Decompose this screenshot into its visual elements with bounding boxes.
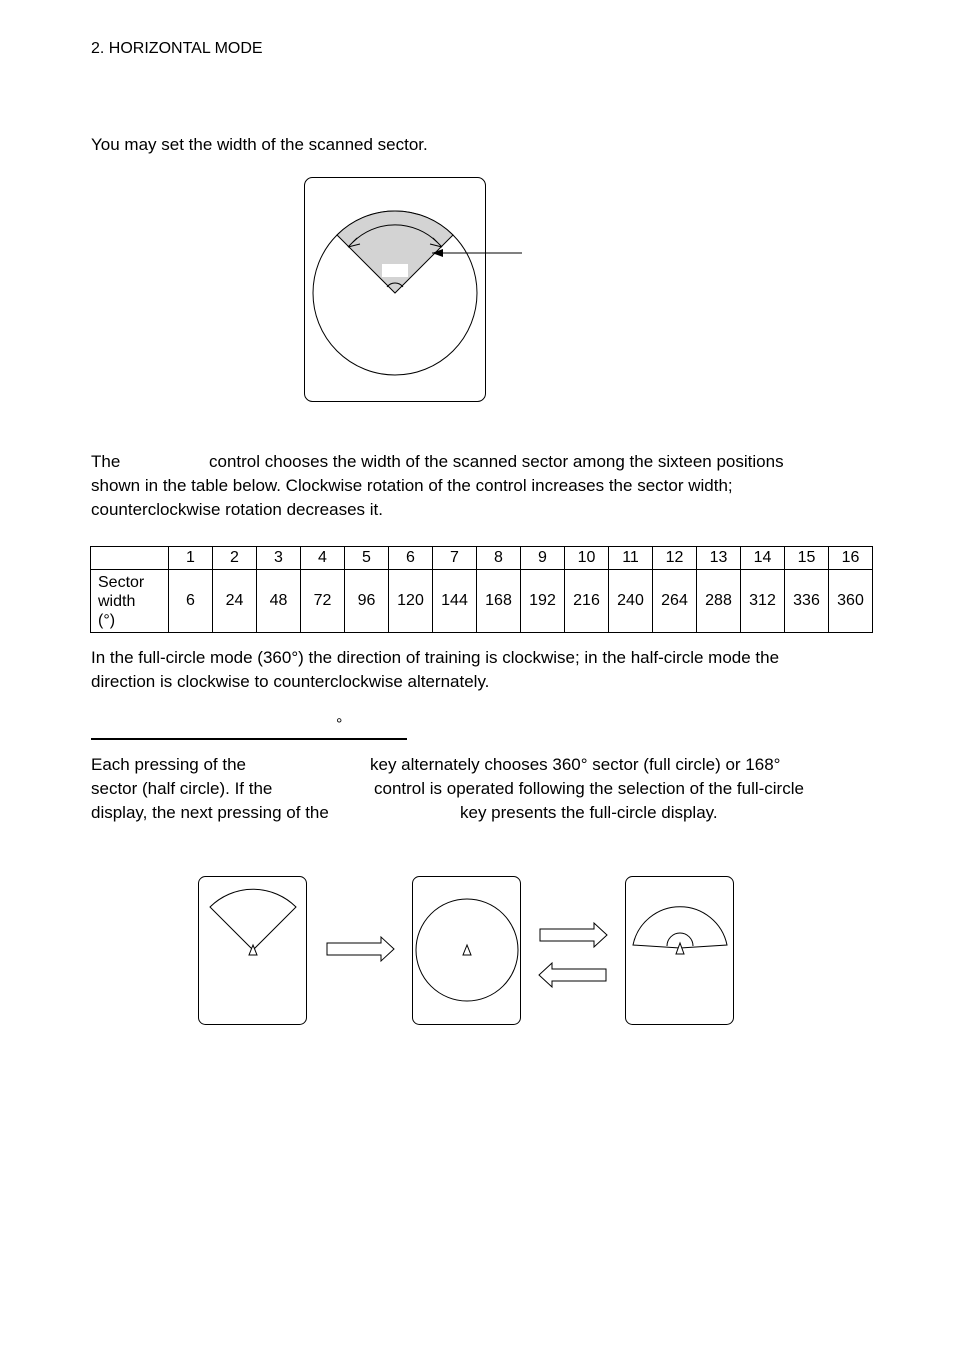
intro-text: You may set the width of the scanned sector. — [91, 135, 428, 154]
position-cell: 13 — [697, 547, 741, 570]
key-line2-end: control is operated following the selection of the full-circle — [374, 779, 804, 798]
width-cell: 6 — [169, 570, 213, 633]
sector-mode-fan — [210, 889, 296, 950]
key-line1-end: key alternately chooses 360° sector (full circle) or 168° — [370, 755, 781, 774]
subheading-underline — [91, 738, 407, 740]
position-cell: 5 — [345, 547, 389, 570]
key-line3-start: display, the next pressing of the — [91, 803, 329, 822]
width-cell: 144 — [433, 570, 477, 633]
control-line1-end: control chooses the width of the scanned sector among the sixteen positions — [209, 452, 784, 471]
mode-sequence-diagram — [199, 877, 734, 1025]
width-cell: 192 — [521, 570, 565, 633]
position-cell: 8 — [477, 547, 521, 570]
position-cell: 1 — [169, 547, 213, 570]
width-cell: 48 — [257, 570, 301, 633]
sector-width-label — [91, 570, 169, 633]
training-paragraph — [91, 646, 891, 696]
position-cell: 12 — [653, 547, 697, 570]
control-line3: counterclockwise rotation decreases it. — [91, 500, 383, 519]
subheading-degree-mark: ° — [336, 716, 343, 733]
control-line1-start: The — [91, 452, 121, 471]
training-line1: In the full-circle mode (360°) the direction of training is clockwise; in the half-circle mode the — [91, 648, 780, 667]
training-line2: direction is clockwise to counterclockwise alternately. — [91, 672, 490, 691]
arrow-left-1 — [539, 963, 606, 987]
position-cell: 9 — [521, 547, 565, 570]
width-cell: 360 — [829, 570, 873, 633]
width-cell: 240 — [609, 570, 653, 633]
position-cell: 4 — [301, 547, 345, 570]
key-line2-start: sector (half circle). If the — [91, 779, 273, 798]
sector-width-diagram — [305, 178, 523, 402]
key-line3-end: key presents the full-circle display. — [460, 803, 718, 822]
width-cell: 120 — [389, 570, 433, 633]
width-cell: 96 — [345, 570, 389, 633]
ownship-marker-2 — [463, 945, 471, 955]
position-cell: 14 — [741, 547, 785, 570]
control-line2: shown in the table below. Clockwise rotation of the control increases the sector width; — [91, 476, 733, 495]
table-row-widths — [91, 570, 873, 633]
position-cell: 10 — [565, 547, 609, 570]
position-cell: 2 — [213, 547, 257, 570]
width-cell: 264 — [653, 570, 697, 633]
width-cell: 288 — [697, 570, 741, 633]
table-row-positions — [91, 547, 873, 570]
label-line: Sector — [98, 573, 145, 591]
control-paragraph — [91, 450, 891, 530]
page-header: 2. HORIZONTAL MODE — [91, 40, 263, 57]
width-cell: 24 — [213, 570, 257, 633]
position-cell: 7 — [433, 547, 477, 570]
label-box — [382, 264, 408, 277]
sector-width-table — [90, 546, 873, 633]
width-cell: 336 — [785, 570, 829, 633]
position-cell: 15 — [785, 547, 829, 570]
arrow-right-1 — [327, 937, 394, 961]
width-cell: 72 — [301, 570, 345, 633]
position-cell: 6 — [389, 547, 433, 570]
label-line: (°) — [98, 611, 116, 629]
ownship-marker-3 — [676, 943, 684, 954]
table-corner-cell — [91, 547, 169, 570]
arrow-right-2 — [540, 923, 607, 947]
width-cell: 216 — [565, 570, 609, 633]
key-paragraph — [91, 753, 891, 833]
position-cell: 11 — [609, 547, 653, 570]
width-cell: 312 — [741, 570, 785, 633]
position-cell: 3 — [257, 547, 301, 570]
key-line1-start: Each pressing of the — [91, 755, 246, 774]
label-line: width — [98, 592, 136, 610]
position-cell: 16 — [829, 547, 873, 570]
width-cell: 168 — [477, 570, 521, 633]
